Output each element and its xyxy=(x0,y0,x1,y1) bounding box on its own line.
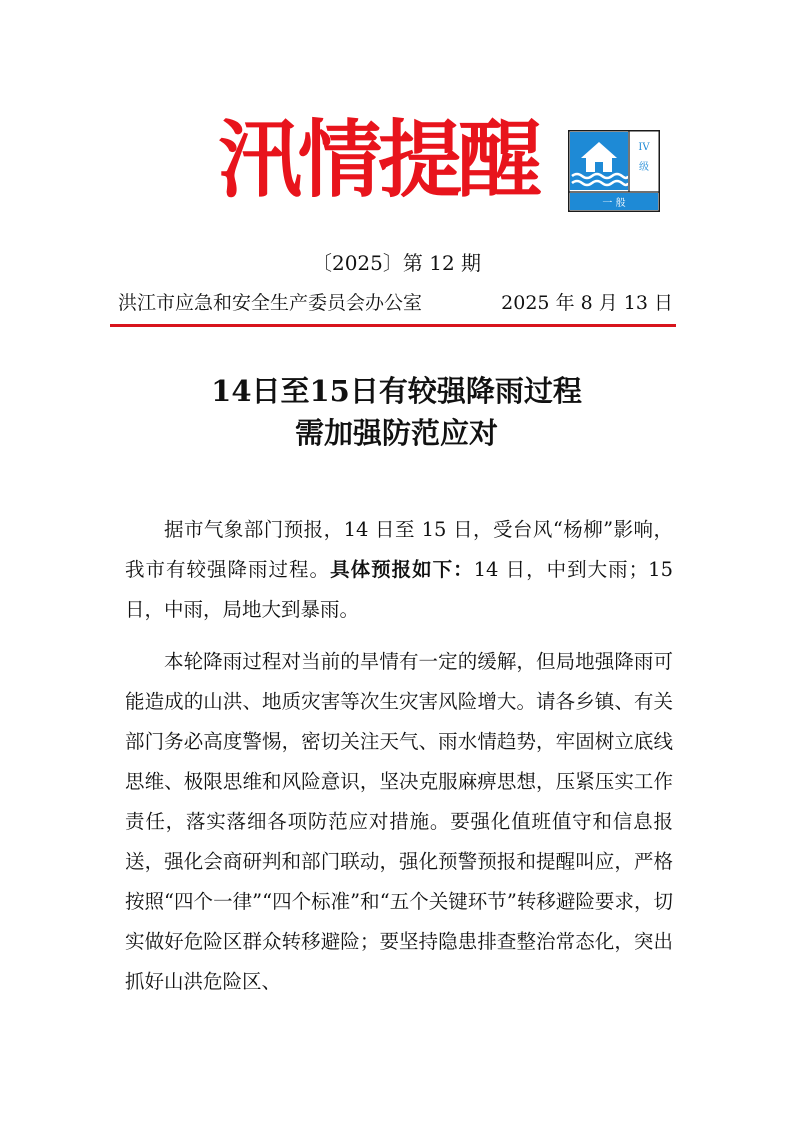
headline xyxy=(0,370,793,454)
issuer-organization: 洪江市应急和安全生产委员会办公室 xyxy=(118,292,423,314)
badge-level: IV xyxy=(638,142,650,153)
paragraph-forecast xyxy=(125,510,673,630)
forecast-details: 14 日，中到大雨；15 日，中雨，局地大到暴雨。 xyxy=(125,558,673,621)
body-text xyxy=(125,510,673,1002)
paragraph-instructions: 本轮降雨过程对当前的旱情有一定的缓解，但局地强降雨可能造成的山洪、地质灾害等次生灾害风险增大。请各乡镇、有关部门务必高度警惕，密切关注天气、雨水情趋势，牢固树立底线思维、极限思维和风险意识，坚决克服麻痹思想，压紧压实工作责任，落实落细各项防范应对措施。要强化值班值守和信息报送，强化会商研判和部门联动，强化预警预报和提醒叫应，严格按照“四个一律”“四个标准”和“五个关键环节”转移避险要求，切实做好危险区群众转移避险；要坚持隐患排查整治常态化，突出抓好山洪危险区、 xyxy=(125,650,673,993)
forecast-emphasis: 具体预报如下： xyxy=(330,558,474,581)
issue-number: 〔2025〕第 12 期 xyxy=(311,251,482,275)
badge-level-suffix: 级 xyxy=(639,162,649,173)
masthead-title: 汛情提醒 xyxy=(218,111,539,209)
forecast-intro: 据市气象部门预报，14 日至 15 日，受台风“杨柳”影响，我市有较强降雨过程。 xyxy=(125,518,673,581)
flood-level-badge xyxy=(568,130,660,212)
masthead xyxy=(0,112,793,212)
issue-date: 2025 年 8 月 13 日 xyxy=(501,292,673,314)
headline-line-2: 需加强防范应对 xyxy=(294,416,498,450)
badge-label: 一 般 xyxy=(602,198,626,209)
issuer-line xyxy=(118,288,673,318)
red-divider xyxy=(110,324,676,327)
headline-line-1: 14日至15日有较强降雨过程 xyxy=(211,374,582,408)
